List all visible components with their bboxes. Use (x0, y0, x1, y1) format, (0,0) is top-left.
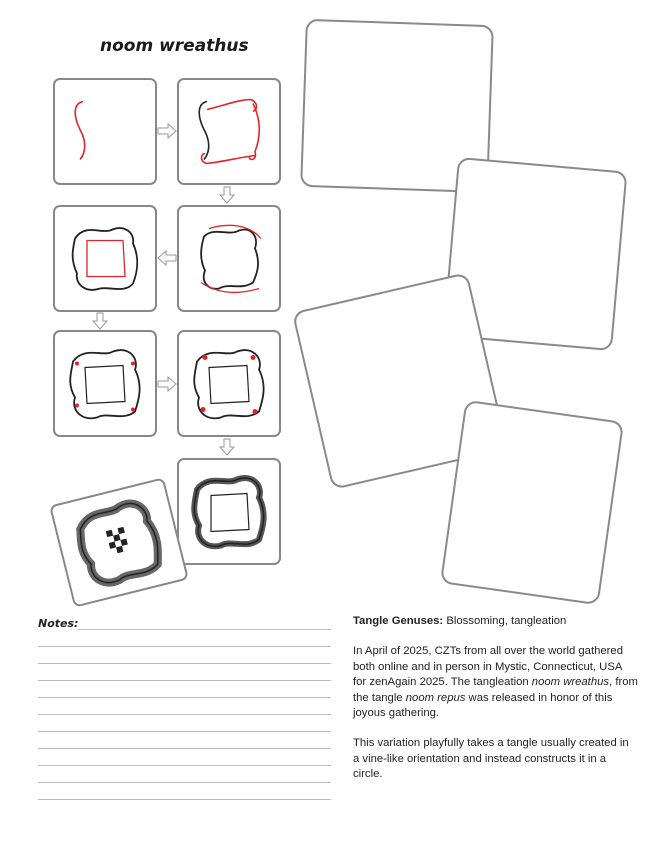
arrow-right-icon (157, 123, 177, 139)
notes-line[interactable] (38, 697, 331, 698)
notes-line[interactable] (38, 663, 331, 664)
arrow-right-icon (157, 376, 177, 392)
text: was released in honor of this joyous gathering. (353, 691, 613, 720)
notes-line[interactable] (38, 765, 331, 766)
notes-line[interactable] (38, 748, 331, 749)
step-7-tile (177, 458, 281, 565)
step-1-tile (53, 78, 157, 185)
description-paragraph-1 (353, 644, 638, 721)
text: , from the tangle (353, 676, 638, 704)
arrow-left-icon (157, 250, 177, 266)
notes-line[interactable] (38, 731, 331, 732)
finished-tile (49, 477, 189, 607)
notes-line[interactable] (38, 680, 331, 681)
arrow-down-icon (219, 438, 235, 456)
practice-tile-4[interactable] (440, 400, 624, 605)
step-5-tile (53, 330, 157, 437)
notes-line[interactable] (38, 714, 331, 715)
genuses-label: Tangle Genuses: (353, 615, 444, 627)
arrow-down-icon (219, 186, 235, 204)
tangle-info (353, 614, 638, 798)
step-6-tile (177, 330, 281, 437)
description-paragraph-2: This variation playfully takes a tangle usually created in a vine-like orientation and instead constructs it in a circle. (353, 737, 629, 781)
tangle-name: noom repus (405, 691, 466, 704)
step-4-tile (177, 205, 281, 312)
genuses-value: Blossoming, tangleation (446, 615, 567, 627)
notes-line[interactable] (38, 799, 331, 800)
notes-line[interactable] (38, 646, 331, 647)
notes-line[interactable] (78, 629, 331, 630)
text: In April of 2025, CZTs from all over the world gathered both online and in person in Mystic, Connecticut, USA for zenAgain 2025. The tangleation (353, 645, 623, 689)
arrow-down-icon (92, 312, 108, 330)
page-title: noom wreathus (100, 36, 249, 56)
notes-label: Notes: (38, 617, 79, 630)
tangle-name: noom wreathus (531, 676, 610, 689)
step-3-tile (53, 205, 157, 312)
notes-line[interactable] (38, 782, 331, 783)
step-2-tile (177, 78, 281, 185)
